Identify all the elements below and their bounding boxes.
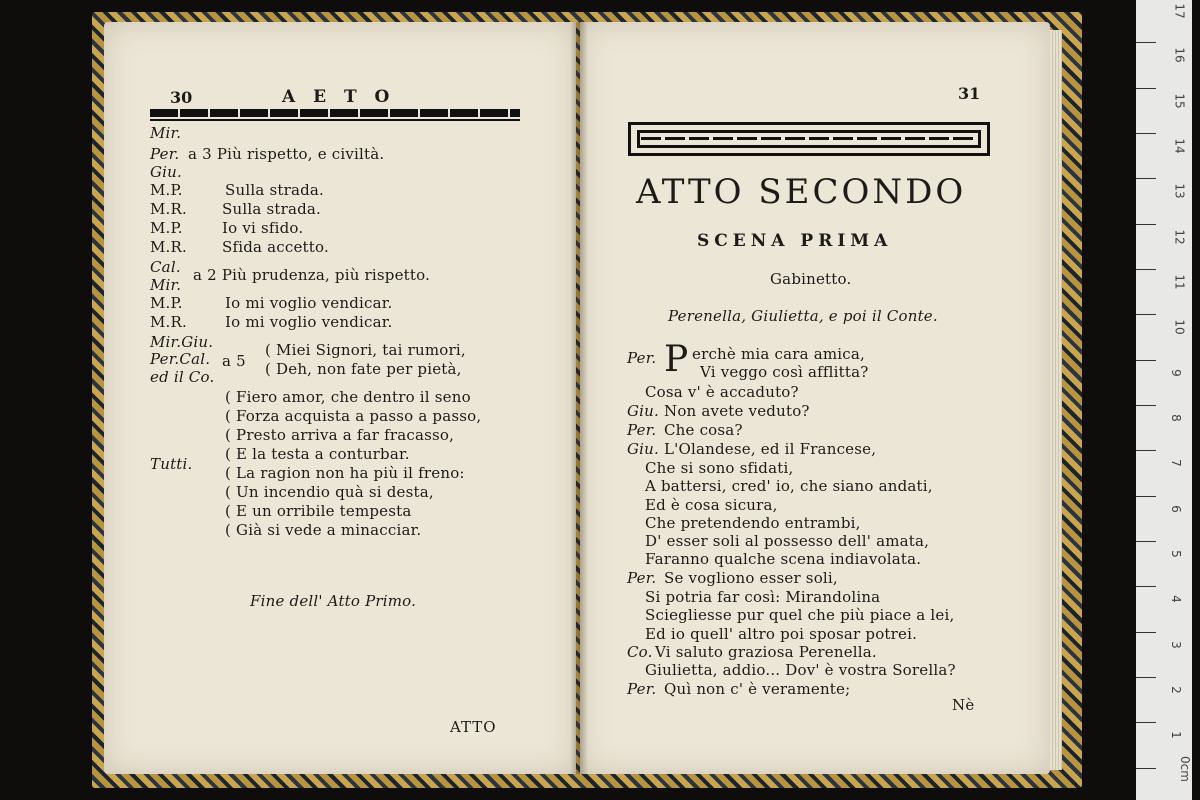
ruler-tick (1136, 42, 1156, 43)
header-rule-thin (150, 119, 520, 121)
speaker: Giu. (150, 163, 183, 181)
speaker: Per. (627, 569, 657, 587)
verse-line: Che cosa? (664, 421, 743, 439)
ruler-tick (1136, 360, 1156, 361)
ruler-label: 3 (1168, 641, 1183, 649)
verse-line: Giulietta, addio... Dov' è vostra Sorella? (645, 661, 956, 679)
tutti-line: ( Presto arriva a far fracasso, (225, 426, 455, 444)
tutti-label: Tutti. (150, 455, 193, 473)
speaker: M.R. (150, 313, 187, 331)
ruler-label: 16 (1172, 47, 1187, 63)
verse-line: a 3 Più rispetto, e civiltà. (188, 145, 385, 163)
verse-line: Se vogliono esser soli, (664, 569, 838, 587)
ruler-tick (1136, 178, 1156, 179)
ruler-label: 15 (1172, 93, 1187, 109)
speaker: Per. (627, 349, 657, 367)
verse-line: Io mi voglio vendicar. (225, 294, 393, 312)
verse-line: Io vi sfido. (222, 219, 304, 237)
right-page-number: 31 (958, 84, 981, 103)
page-edges (1050, 30, 1062, 770)
verse-line: L'Olandese, ed il Francese, (664, 440, 877, 458)
verse-line: Che pretendendo entrambi, (645, 514, 861, 532)
verse-line: Faranno qualche scena indiavolata. (645, 550, 922, 568)
scene-setting: Gabinetto. (770, 270, 852, 288)
ruler-label: 1 (1168, 731, 1183, 739)
verse-line: Io mi voglio vendicar. (225, 313, 393, 331)
speaker: Cal. (150, 258, 181, 276)
ruler-label: 9 (1168, 369, 1183, 377)
tutti-line: ( Un incendio quà si desta, (225, 483, 434, 501)
verse-line: A battersi, cred' io, che siano andati, (645, 477, 933, 495)
ruler-label: 17 (1172, 3, 1187, 19)
verse-line: a 2 Più prudenza, più rispetto. (193, 266, 431, 284)
speaker: M.P. (150, 181, 183, 199)
verse-line: Sciegliesse pur quel che più piace a lei, (645, 606, 955, 624)
characters-line: Perenella, Giulietta, e poi il Conte. (668, 307, 938, 325)
ruler-label: 11 (1172, 274, 1187, 290)
headpiece-ornament (628, 122, 990, 156)
ruler-label: 5 (1168, 550, 1183, 558)
ruler-tick (1136, 405, 1156, 406)
tutti-line: ( Forza acquista a passo a passo, (225, 407, 482, 425)
verse-line: Vi saluto graziosa Perenella. (655, 643, 877, 661)
ruler-tick (1136, 722, 1156, 723)
ruler-tick (1136, 133, 1156, 134)
ruler-tick (1136, 496, 1156, 497)
speaker: Mir. (150, 276, 182, 294)
speaker: Giu. (627, 440, 660, 458)
tutti-line: ( E un orribile tempesta (225, 502, 412, 520)
verse-line: Sfida accetto. (222, 238, 329, 256)
ruler-label: 8 (1168, 414, 1183, 422)
speaker: Per. (627, 421, 657, 439)
ruler-tick (1136, 677, 1156, 678)
ruler-tick (1136, 541, 1156, 542)
speaker: Mir.Giu. (150, 333, 214, 351)
ruler-tick (1136, 450, 1156, 451)
drop-cap: P (664, 339, 689, 380)
tutti-line: ( La ragion non ha più il freno: (225, 464, 465, 482)
speaker: M.R. (150, 200, 187, 218)
speaker: Per. (150, 145, 180, 163)
left-page-number: 30 (170, 88, 193, 107)
verse-line: Vi veggo così afflitta? (700, 363, 869, 381)
running-head: A E T O (282, 87, 396, 107)
verse-line: Quì non c' è veramente; (664, 680, 851, 698)
speaker: ed il Co. (150, 368, 215, 386)
ruler-tick (1136, 768, 1156, 769)
header-rule (150, 109, 520, 117)
speaker: Per.Cal. (150, 350, 211, 368)
catchword: Nè (952, 696, 975, 714)
ruler-tick (1136, 314, 1156, 315)
verse-line: Sulla strada. (222, 200, 321, 218)
book-gutter (570, 22, 588, 774)
ruler-tick (1136, 224, 1156, 225)
speaker: M.R. (150, 238, 187, 256)
verse-line: Si potria far così: Mirandolina (645, 588, 881, 606)
ruler-label: 2 (1168, 686, 1183, 694)
end-of-act: Fine dell' Atto Primo. (250, 592, 417, 610)
scene-heading: SCENA PRIMA (697, 231, 893, 251)
verse-line: Cosa v' è accaduto? (645, 383, 799, 401)
ruler-tick (1136, 586, 1156, 587)
quintet-line: ( Deh, non fate per pietà, (265, 360, 462, 378)
tutti-line: ( E la testa a conturbar. (225, 445, 410, 463)
verse-line: Sulla strada. (225, 181, 324, 199)
quintet-line: ( Miei Signori, tai rumori, (265, 341, 466, 359)
speaker: Mir. (150, 124, 182, 142)
verse-line: Non avete veduto? (664, 402, 810, 420)
tutti-line: ( Fiero amor, che dentro il seno (225, 388, 471, 406)
speaker: M.P. (150, 294, 183, 312)
ruler-tick (1136, 88, 1156, 89)
speaker: Co. (627, 643, 653, 661)
speaker: Per. (627, 680, 657, 698)
ruler-label: 0cm (1177, 756, 1192, 782)
ruler-label: 6 (1168, 505, 1183, 513)
catchword: ATTO (450, 718, 497, 736)
speaker: Giu. (627, 402, 660, 420)
ruler-label: 14 (1172, 138, 1187, 154)
verse-line: D' esser soli al possesso dell' amata, (645, 532, 930, 550)
ruler-tick (1136, 269, 1156, 270)
tutti-line: ( Già si vede a minacciar. (225, 521, 422, 539)
verse-line: Ed è cosa sicura, (645, 496, 778, 514)
speaker: M.P. (150, 219, 183, 237)
verse-line: erchè mia cara amica, (692, 345, 865, 363)
measuring-ruler (1136, 0, 1192, 800)
ruler-label: 10 (1172, 319, 1187, 335)
ruler-label: 4 (1168, 595, 1183, 603)
verse-line: Che si sono sfidati, (645, 459, 794, 477)
verse-line: a 5 (222, 352, 246, 370)
ruler-label: 12 (1172, 229, 1187, 245)
ruler-label: 13 (1172, 183, 1187, 199)
ruler-label: 7 (1168, 459, 1183, 467)
act-title: ATTO SECONDO (636, 172, 967, 212)
verse-line: Ed io quell' altro poi sposar potrei. (645, 625, 918, 643)
ruler-tick (1136, 632, 1156, 633)
